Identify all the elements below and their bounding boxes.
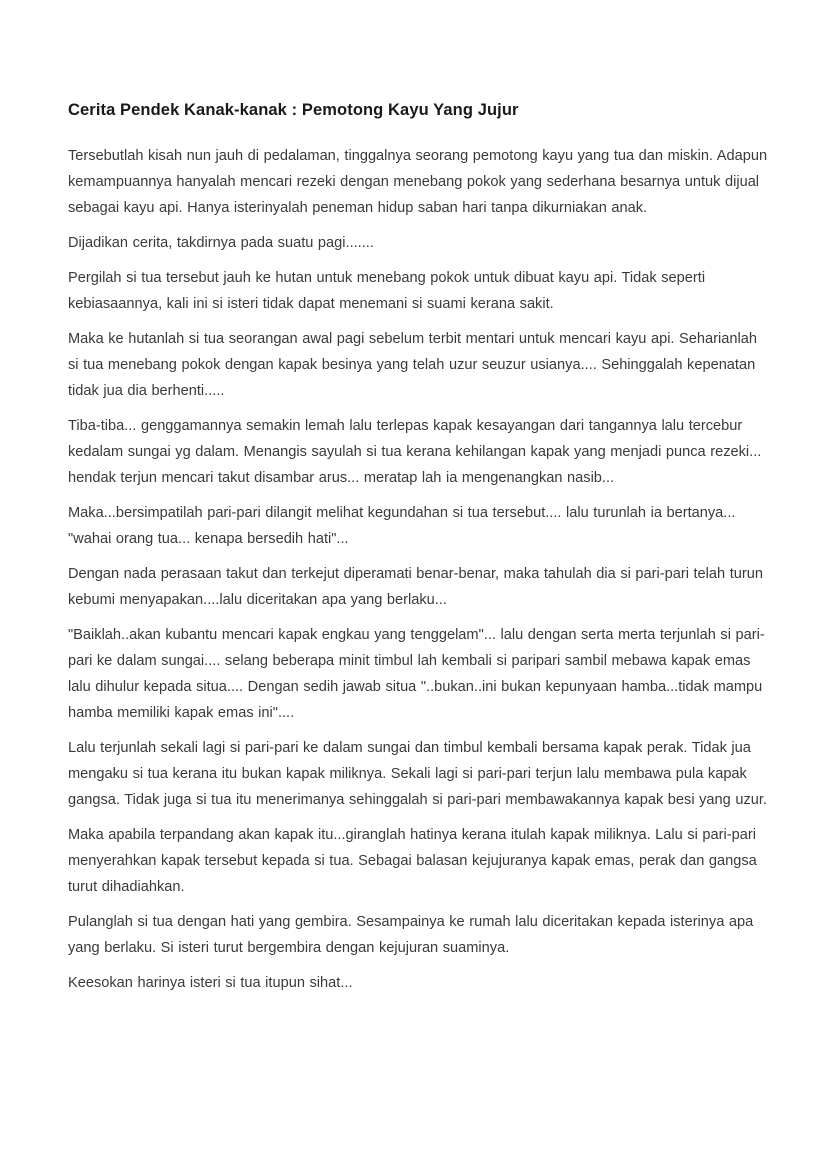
document-title: Cerita Pendek Kanak-kanak : Pemotong Kayu Yang Jujur [68,101,519,119]
story-paragraph: "Baiklah..akan kubantu mencari kapak engkau yang tenggelam"... lalu dengan serta merta terjunlah si pari-pari ke dalam sungai.... selang beberapa minit timbul lah kembali si paripari sambil mebawa kapak emas lalu dihulur kepada situa.... Dengan sedih jawab situa "..bukan..ini bukan kepunyaan hamba...tidak mampu hamba memiliki kapak emas ini".... [68,626,765,721]
story-paragraph: Pulanglah si tua dengan hati yang gembira. Sesampainya ke rumah lalu diceritakan kepada isterinya apa yang berlaku. Si isteri turut bergembira dengan kejujuran suaminya. [68,913,754,956]
story-paragraph: Dengan nada perasaan takut dan terkejut diperamati benar-benar, maka tahulah dia si pari-pari telah turun kebumi menyapakan....lalu diceritakan apa yang berlaku... [68,565,763,608]
story-paragraph: Tersebutlah kisah nun jauh di pedalaman, tinggalnya seorang pemotong kayu yang tua dan miskin. Adapun kemampuannya hanyalah mencari rezeki dengan menebang pokok yang sederhana besarnya untuk dijual sebagai kayu api. Hanya isterinyalah peneman hidup saban hari tanpa dikurniakan anak. [68,147,768,216]
story-paragraph: Tiba-tiba... genggamannya semakin lemah lalu terlepas kapak kesayangan dari tangannya lalu tercebur kedalam sungai yg dalam. Menangis sayulah si tua kerana kehilangan kapak yang menjadi punca rezeki... hendak terjun mencari takut disambar arus... meratap lah ia mengenangkan nasib... [68,417,762,486]
story-paragraph: Maka...bersimpatilah pari-pari dilangit melihat kegundahan si tua tersebut.... lalu turunlah ia bertanya... "wahai orang tua... kenapa bersedih hati"... [68,504,736,547]
story-paragraph: Pergilah si tua tersebut jauh ke hutan untuk menebang pokok untuk dibuat kayu api. Tidak seperti kebiasaannya, kali ini si isteri tidak dapat menemani si suami kerana sakit. [68,269,706,312]
story-paragraph: Dijadikan cerita, takdirnya pada suatu pagi....... [68,234,374,251]
story-paragraph: Lalu terjunlah sekali lagi si pari-pari ke dalam sungai dan timbul kembali bersama kapak perak. Tidak jua mengaku si tua kerana itu bukan kapak miliknya. Sekali lagi si pari-pari terjun lalu membawa pula kapak gangsa. Tidak juga si tua itu menerimanya sehinggalah si pari-pari membawakannya kapak besi yang uzur. [68,739,767,808]
story-paragraph: Keesokan harinya isteri si tua itupun sihat... [68,974,353,991]
document-content [68,100,768,1005]
story-paragraph: Maka apabila terpandang akan kapak itu...giranglah hatinya kerana itulah kapak miliknya. Lalu si pari-pari menyerahkan kapak tersebut kepada si tua. Sebagai balasan kejujuranya kapak emas, perak dan gangsa turut dihadiahkan. [68,826,757,895]
story-paragraph: Maka ke hutanlah si tua seorangan awal pagi sebelum terbit mentari untuk mencari kayu api. Seharianlah si tua menebang pokok dengan kapak besinya yang telah uzur seuzur usianya.... Sehinggalah kepenatan tidak jua dia berhenti..... [68,330,757,399]
